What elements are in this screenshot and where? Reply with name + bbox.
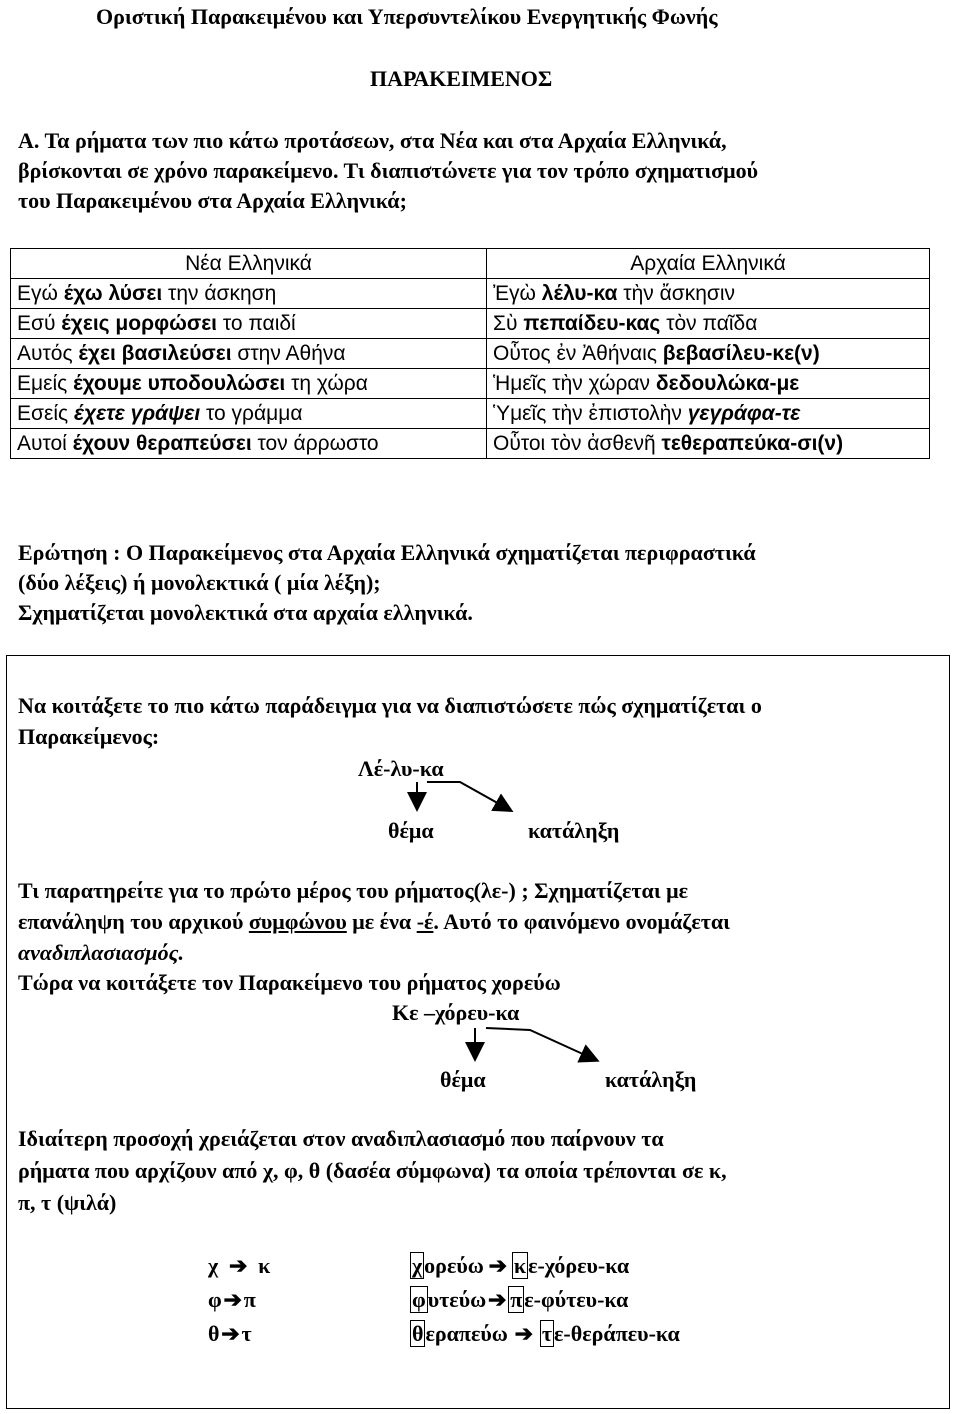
box-paragraph-4-line-2: ρήματα που αρχίζουν από χ, φ, θ (δασέα σύμφωνα) τα οποία τρέπονται σε κ, xyxy=(18,1158,727,1183)
mapping-row: θ➔τ xyxy=(208,1321,252,1346)
mapping-example: θεραπεύω ➔ τε-θεράπευ-κα xyxy=(412,1321,680,1346)
modern-cell: Εγώ έχω λύσει την άσκηση xyxy=(11,279,487,309)
arrow-right-icon: ➔ xyxy=(487,1287,507,1312)
mapping-example: φυτεύω➔ πε-φύτευ-κα xyxy=(412,1287,629,1312)
ancient-cell: Σὺ πεπαίδευ-κας τὸν παῖδα xyxy=(487,309,930,339)
ancient-cell: Οὗτος ἐν Ἀθήναις βεβασίλευ-κε(ν) xyxy=(487,339,930,369)
question-line-2: (δύο λέξεις) ή μονολεκτικά ( μία λέξη); xyxy=(18,570,381,595)
arrow-right-icon: ➔ xyxy=(228,1253,248,1278)
example-2-stem-label: θέμα xyxy=(440,1067,486,1092)
modern-cell: Αυτοί έχουν θεραπεύσει τον άρρωστο xyxy=(11,429,487,459)
modern-cell: Εμείς έχουμε υποδουλώσει τη χώρα xyxy=(11,369,487,399)
arrow-right-icon: ➔ xyxy=(223,1287,242,1312)
example-2-word: Κε –χόρευ-κα xyxy=(392,1000,520,1025)
header-modern-greek: Νέα Ελληνικά xyxy=(11,249,487,279)
box-paragraph-1-line-1: Να κοιτάξετε το πιο κάτω παράδειγμα για να διαπιστώσετε πώς σχηματίζεται ο xyxy=(18,693,762,718)
arrow-right-icon: ➔ xyxy=(488,1253,508,1278)
page-title: Οριστική Παρακειμένου και Υπερσυντελίκου Ενεργητικής Φωνής xyxy=(96,4,718,29)
arrow-right-icon: ➔ xyxy=(514,1321,534,1346)
mapping-row: φ➔π xyxy=(208,1287,256,1312)
ancient-cell: Ἐγὼ λέλυ-κα τὴν ἄσκησιν xyxy=(487,279,930,309)
modern-cell: Εσύ έχεις μορφώσει το παιδί xyxy=(11,309,487,339)
example-2-ending-label: κατάληξη xyxy=(605,1067,697,1092)
intro-line-1: Α. Τα ρήματα των πιο κάτω προτάσεων, στα Νέα και στα Αρχαία Ελληνικά, xyxy=(18,128,727,153)
intro-line-2: βρίσκονται σε χρόνο παρακείμενο. Τι διαπιστώνετε για τον τρόπο σχηματισμού xyxy=(18,158,759,183)
box-paragraph-2-line-1: Τι παρατηρείτε για το πρώτο μέρος του ρήματος(λε-) ; Σχηματίζεται με xyxy=(18,878,689,903)
section-heading: ΠΑΡΑΚΕΙΜΕΝΟΣ xyxy=(370,66,553,91)
ending-arrow xyxy=(427,782,510,810)
example-1-word: Λέ-λυ-κα xyxy=(358,756,444,781)
box-paragraph-2-line-3: αναδιπλασιασμός. xyxy=(18,940,184,965)
arrow-right-icon: ➔ xyxy=(221,1321,240,1346)
box-paragraph-3: Τώρα να κοιτάξετε τον Παρακείμενο του ρήματος χορεύω xyxy=(18,970,561,995)
box-paragraph-4-line-3: π, τ (ψιλά) xyxy=(18,1190,117,1215)
mapping-example: χορεύω ➔ κε-χόρευ-κα xyxy=(412,1253,630,1278)
ending-arrow xyxy=(486,1028,596,1060)
question-line-1: Ερώτηση : Ο Παρακείμενος στα Αρχαία Ελληνικά σχηματίζεται περιφραστικά xyxy=(18,540,756,565)
example-1-stem-label: θέμα xyxy=(388,818,434,843)
question-answer: Σχηματίζεται μονολεκτικά στα αρχαία ελληνικά. xyxy=(18,600,473,625)
mapping-row: χ ➔ κ xyxy=(208,1253,271,1278)
ancient-cell: Οὗτοι τὸν ἀσθενῆ τεθεραπεύκα-σι(ν) xyxy=(487,429,930,459)
intro-line-3: του Παρακειμένου στα Αρχαία Ελληνικά; xyxy=(18,188,407,213)
ancient-cell: Ἡμεῖς τὴν χώραν δεδουλώκα-με xyxy=(487,369,930,399)
header-ancient-greek: Αρχαία Ελληνικά xyxy=(487,249,930,279)
box-paragraph-4-line-1: Ιδιαίτερη προσοχή χρειάζεται στον αναδιπλασιασμό που παίρνουν τα xyxy=(18,1126,664,1151)
modern-cell: Αυτός έχει βασιλεύσει στην Αθήνα xyxy=(11,339,487,369)
box-paragraph-2-line-2: επανάληψη του αρχικού συμφώνου με ένα -έ. Αυτό το φαινόμενο ονομάζεται xyxy=(18,909,730,934)
example-1-ending-label: κατάληξη xyxy=(528,818,620,843)
modern-cell: Εσείς έχετε γράψει το γράμμα xyxy=(11,399,487,429)
box-paragraph-1-line-2: Παρακείμενος: xyxy=(18,724,160,749)
ancient-cell: Ὑμεῖς τὴν ἐπιστολὴν γεγράφα-τε xyxy=(487,399,930,429)
